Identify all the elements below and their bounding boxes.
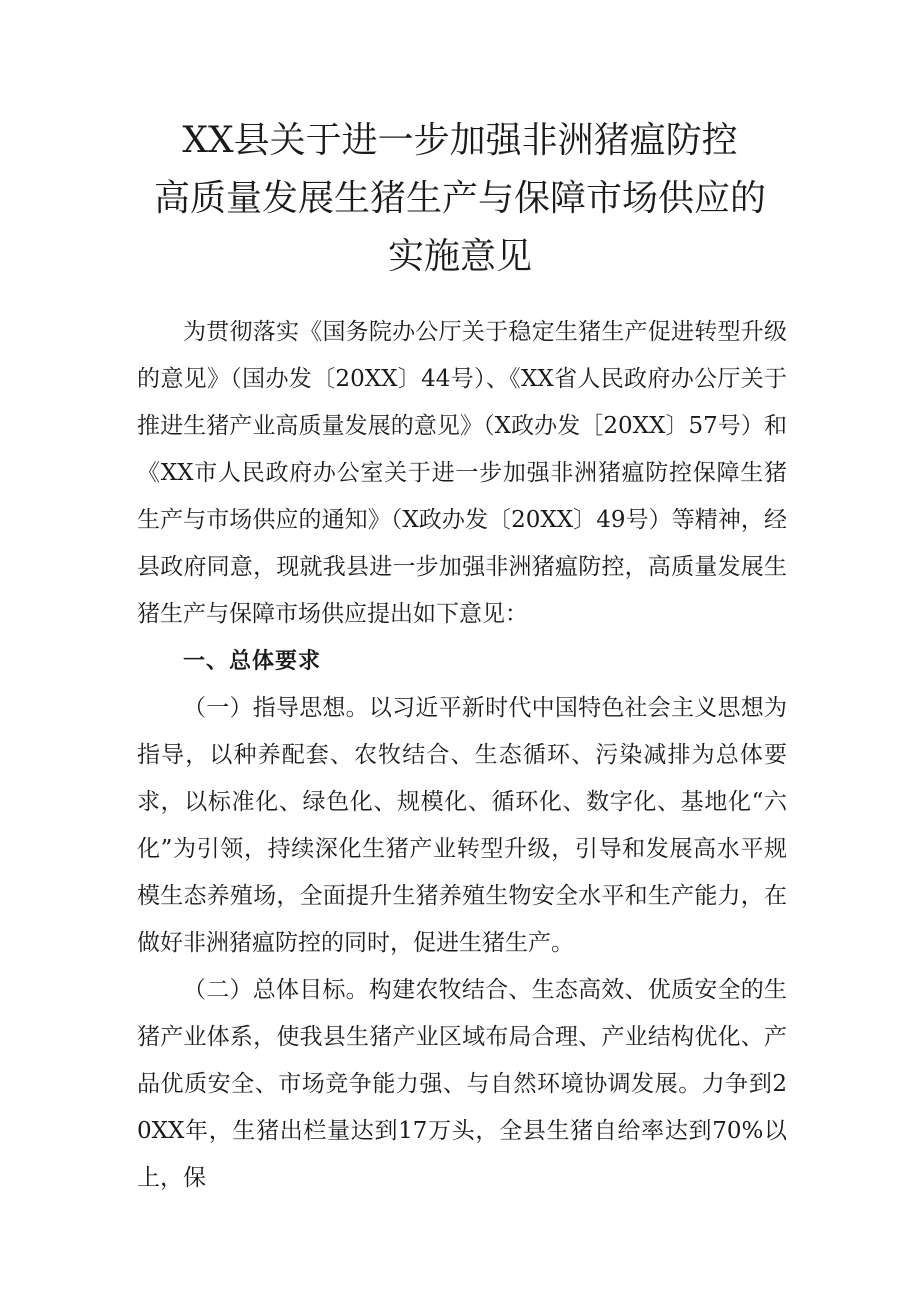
guiding-ideology-paragraph: （一）指导思想。以习近平新时代中国特色社会主义思想为指导，以种养配套、农牧结合、生态循环、污染减排为总体要求，以标准化、绿色化、规模化、循环化、数字化、基地化“六化”为引领，持续深化生猪产业转型升级，引导和发展高水平规模生态养殖场，全面提升生猪养殖生物安全水平和生产能力，在做好非洲猪瘟防控的同时，促进生猪生产。 [137, 695, 787, 956]
document-body [137, 309, 787, 1202]
title-line-1: XX县关于进一步加强非洲猪瘟防控 [182, 120, 738, 161]
title-line-3: 实施意见 [387, 236, 532, 277]
section-heading: 一、总体要求 [183, 649, 322, 674]
overall-goal-paragraph: （二）总体目标。构建农牧结合、生态高效、优质安全的生猪产业体系，使我县生猪产业区域布局合理、产业结构优化、产品优质安全、市场竞争能力强、与自然环境协调发展。力争到20XX年，生猪出栏量达到17万头，全县生猪自给率达到70%以上，保 [137, 977, 787, 1191]
title-line-2: 高质量发展生猪生产与保障市场供应的 [153, 178, 766, 219]
intro-paragraph: 为贯彻落实《国务院办公厅关于稳定生猪生产促进转型升级的意见》（国办发〔20XX〕44号）、《XX省人民政府办公厅关于推进生猪产业高质量发展的意见》（X政办发［20XX〕57号）和《XX市人民政府办公室关于进一步加强非洲猪瘟防控保障生猪生产与市场供应的通知》（X政办发〔20XX〕49号）等精神，经县政府同意，现就我县进一步加强非洲猪瘟防控，高质量发展生猪生产与保障市场供应提出如下意见： [137, 319, 787, 627]
document-title [100, 112, 820, 286]
